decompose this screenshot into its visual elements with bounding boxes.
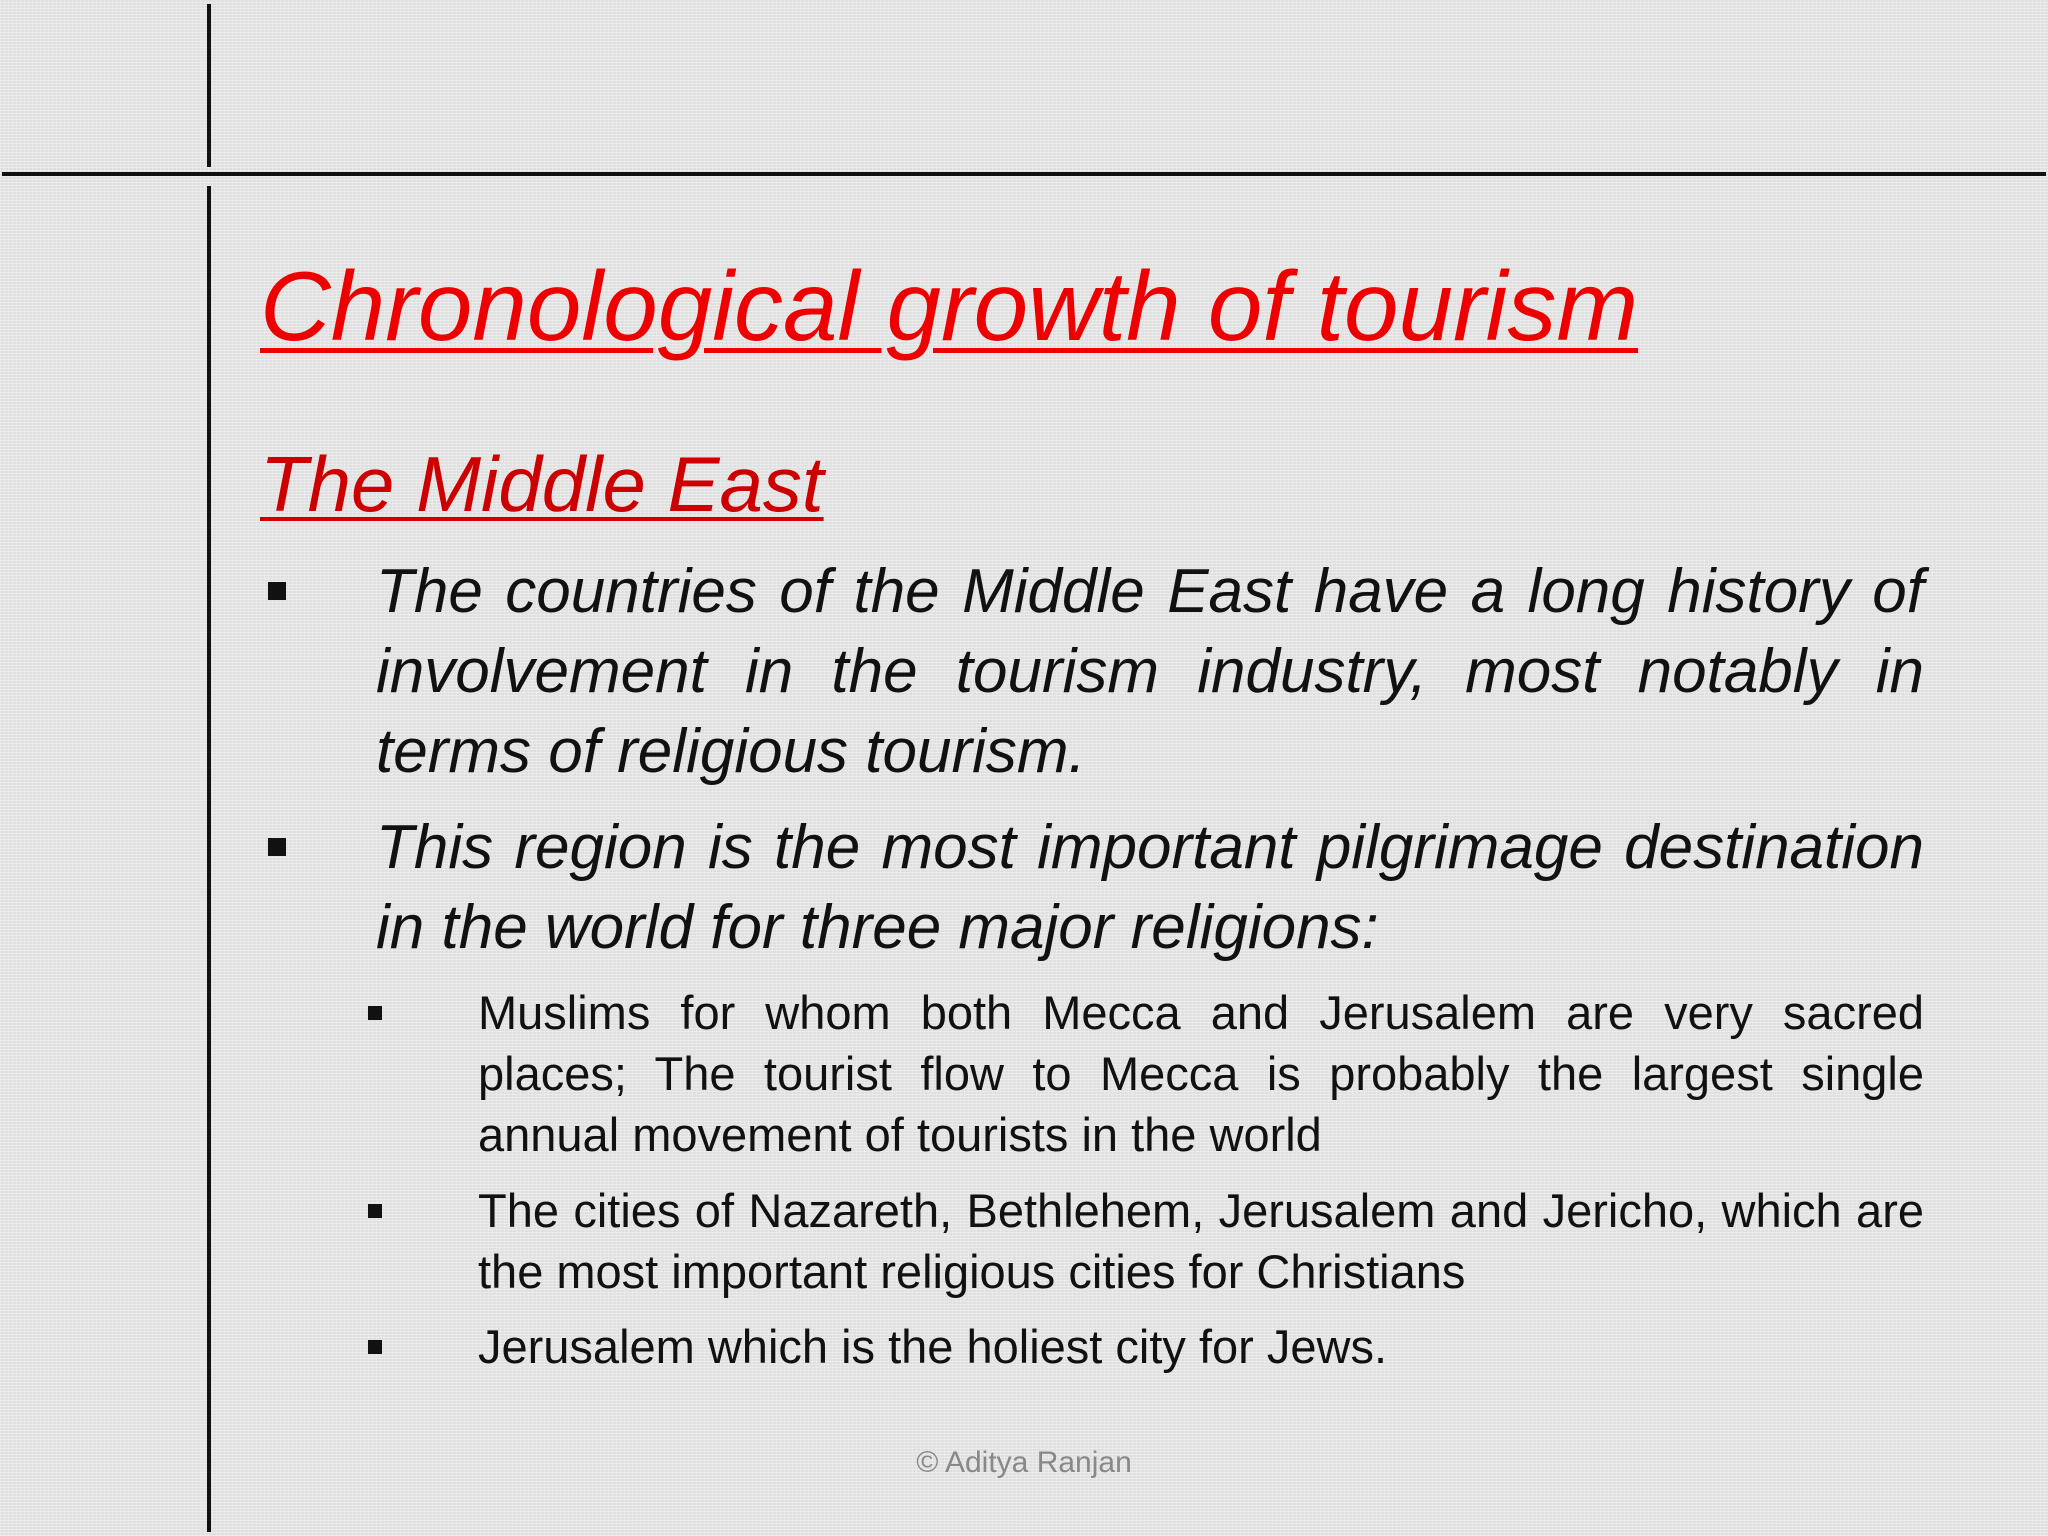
bullet-item-history [260, 552, 1924, 792]
sub-bullet-text: Jerusalem which is the holiest city for Jews. [478, 1320, 1387, 1373]
footer-credit: © Aditya Ranjan [916, 1446, 1132, 1479]
square-bullet-icon [368, 1340, 382, 1354]
slide-title: Chronological growth of tourism [260, 251, 1639, 361]
sub-bullet-list-3 [366, 1316, 1924, 1377]
bullet-text: This region is the most important pilgrimage destination in the world for three major religions: [376, 813, 1924, 962]
bullet-item-pilgrimage [260, 808, 1924, 968]
sub-bullet-christians [366, 1180, 1924, 1302]
sub-bullet-list-2 [366, 1180, 1924, 1302]
vertical-rule-top [207, 4, 211, 167]
sub-bullet-text: Muslims for whom both Mecca and Jerusalem are very sacred places; The tourist flow to Mecca is probably the largest single annual movement of tourists in the world [478, 986, 1924, 1161]
sub-bullet-text: The cities of Nazareth, Bethlehem, Jerusalem and Jericho, which are the most important religious cities for Christians [478, 1184, 1924, 1298]
square-bullet-icon [368, 1204, 382, 1218]
slide-subtitle: The Middle East [260, 440, 824, 528]
horizontal-rule [2, 172, 2046, 176]
bullet-text: The countries of the Middle East have a long history of involvement in the tourism industry, most notably in terms of religious tourism. [376, 557, 1924, 786]
sub-bullet-jews [366, 1316, 1924, 1377]
square-bullet-icon [268, 838, 286, 856]
sub-bullet-muslims [366, 982, 1924, 1165]
bullet-list-2 [260, 808, 1924, 968]
sub-bullet-list [366, 982, 1924, 1165]
square-bullet-icon [368, 1006, 382, 1020]
vertical-rule-main [207, 186, 211, 1532]
bullet-list [260, 552, 1924, 792]
square-bullet-icon [268, 582, 286, 600]
